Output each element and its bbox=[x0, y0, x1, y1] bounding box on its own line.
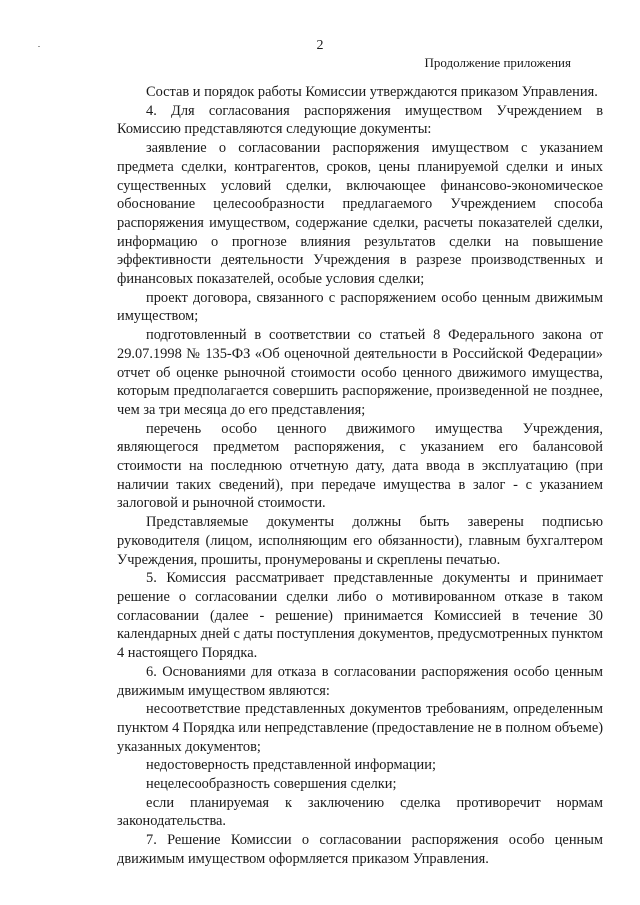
paragraph-property-list: перечень особо ценного движимого имущества Учреждения, являющегося предметом распоряжения, с указанием его балансовой стоимости на последнюю отчетную дату, дата ввода в эксплуатацию (при наличии таких сведений), при передаче имущества в залог - с указанием залоговой и рыночной стоимости. bbox=[117, 420, 603, 512]
paragraph-item-7: 7. Решение Комиссии о согласовании распоряжения особо ценным движимым имуществом оформляется приказом Управления. bbox=[117, 832, 603, 867]
paragraph-draft-contract: проект договора, связанного с распоряжением особо ценным движимым имуществом; bbox=[117, 289, 603, 325]
paragraph-application-requirements: заявление о согласовании распоряжения имуществом с указанием предмета сделки, контрагентов, сроков, цены планируемой сделки и иных существенных условий сделки, включающее финансово-экономическое обоснование целесообразности предлагаемого Учреждением способа распоряжения имуществом, содержание сделки, расчеты показателей сделки, информацию о прогнозе влияния результатов сделки на повышение эффективности деятельности Учреждения в разрезе производственных и финансовых показателей, особые условия сделки; bbox=[117, 140, 603, 288]
continuation-label: Продолжение приложения bbox=[424, 55, 571, 70]
paragraph-item-4: 4. Для согласования распоряжения имуществом Учреждением в Комиссию представляются следующие документы: bbox=[117, 102, 603, 138]
paragraph-refusal-ground-unreliability: недостоверность представленной информации; bbox=[146, 757, 436, 774]
paragraph-document-certification: Представляемые документы должны быть заверены подписью руководителя (лицом, исполняющим его обязанности), главным бухгалтером Учреждения, прошиты, пронумерованы и скреплены печатью. bbox=[117, 514, 603, 568]
page-number: 2 bbox=[316, 38, 324, 53]
paragraph-item-5: 5. Комиссия рассматривает представленные документы и принимает решение о согласовании сделки либо о мотивированном отказе в таком согласовании (далее - решение) принимается Комиссией в течение 30 календарных дней с даты поступления документов, предусмотренных пунктом 4 настоящего Порядка. bbox=[117, 570, 603, 662]
paragraph-valuation-report: подготовленный в соответствии со статьей 8 Федерального закона от 29.07.1998 № 135-ФЗ «Об оценочной деятельности в Российской Федерации» отчет об оценке рыночной стоимости особо ценного движимого имущества, которым предполагается совершить распоряжение, произведенной не позднее, чем за три месяца до его представления; bbox=[117, 327, 603, 418]
paragraph-refusal-ground-illegality: если планируемая к заключению сделка противоречит нормам законодательства. bbox=[117, 794, 603, 830]
paragraph-refusal-ground-nonconformity: несоответствие представленных документов требованиям, определенным пунктом 4 Порядка или непредставление (предоставление не в полном объеме) указанных документов; bbox=[117, 701, 604, 755]
document-body bbox=[117, 83, 603, 869]
paragraph-refusal-ground-inexpediency: нецелесообразность совершения сделки; bbox=[146, 776, 397, 793]
paragraph-item-6: 6. Основаниями для отказа в согласовании распоряжения особо ценным движимым имуществом являются: bbox=[117, 663, 603, 699]
paragraph-commission-composition: Состав и порядок работы Комиссии утверждаются приказом Управления. bbox=[146, 84, 598, 100]
